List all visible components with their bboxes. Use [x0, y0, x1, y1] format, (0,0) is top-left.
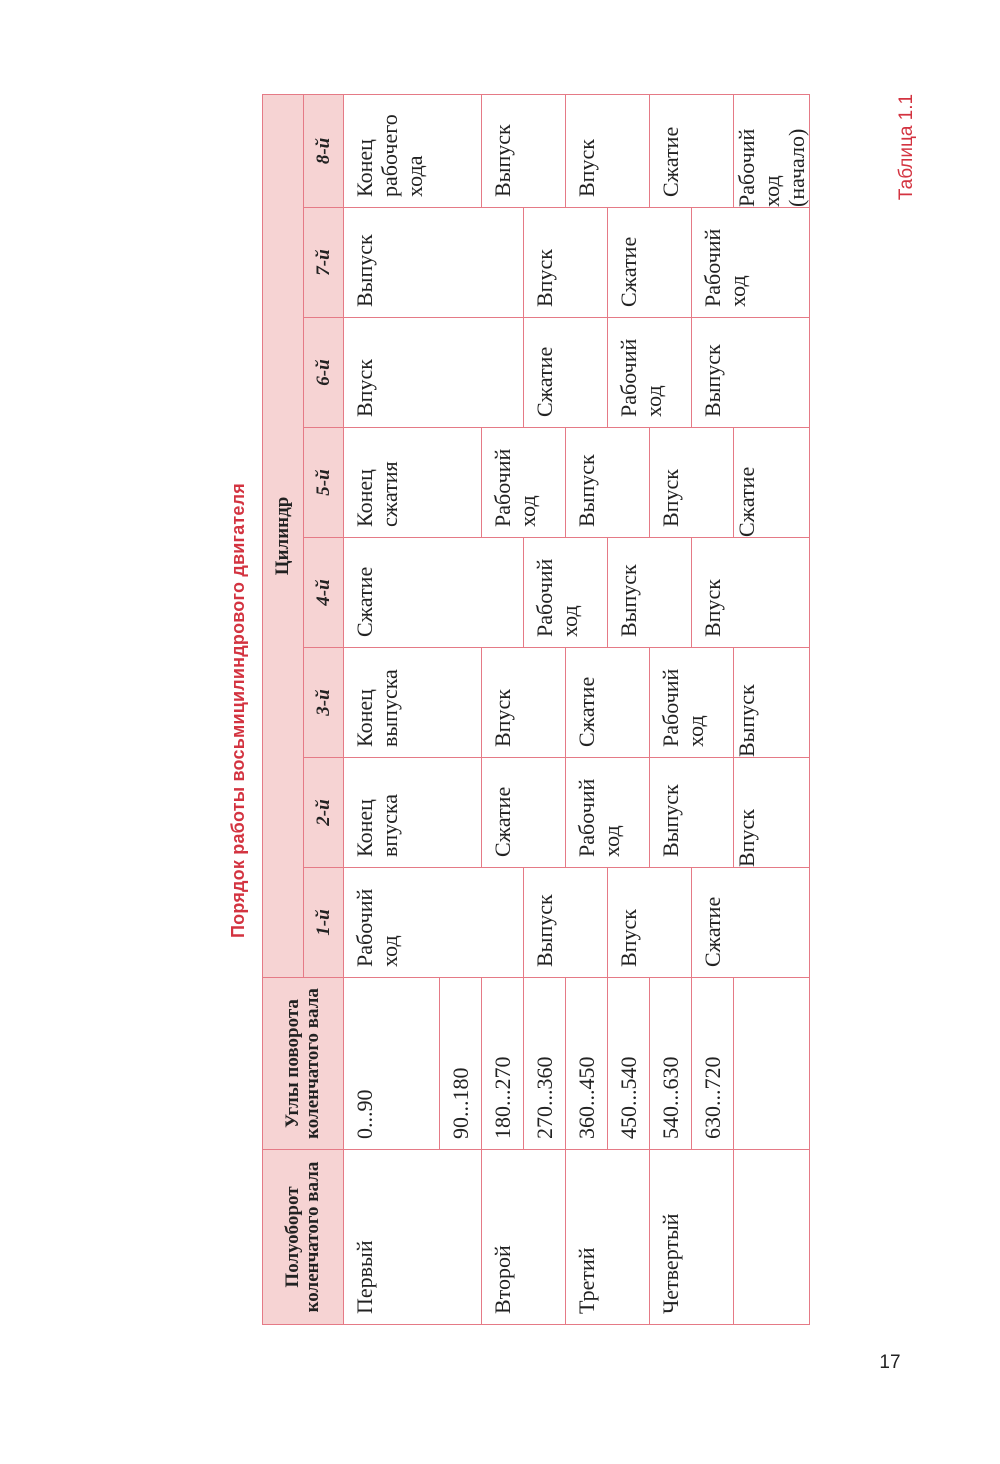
angle-cell: 450...540	[608, 978, 650, 1150]
angle-cell: 90...180	[440, 978, 482, 1150]
cell-c1: Выпуск	[524, 868, 608, 978]
cell-c8: Впуск	[566, 94, 650, 207]
page-number: 17	[879, 1352, 901, 1373]
cell-c8: Конец рабочего хода	[344, 94, 482, 207]
spacer-cell	[734, 978, 810, 1150]
cell-c1: Рабочий ход	[344, 868, 524, 978]
cell-c2: Выпуск	[650, 758, 734, 868]
header-cylinder-8: 8-й	[304, 94, 344, 207]
cell-c3: Сжатие	[566, 648, 650, 758]
header-cylinder-1: 1-й	[304, 868, 344, 978]
half-turn-cell: Первый	[344, 1150, 482, 1325]
header-cylinder-3: 3-й	[304, 648, 344, 758]
header-cylinder-2: 2-й	[304, 758, 344, 868]
table-title: Порядок работы восьмицилиндрового двигателя	[227, 482, 248, 938]
half-turn-cell: Третий	[566, 1150, 650, 1325]
cell-c5: Сжатие	[734, 428, 810, 538]
cell-c4: Рабочий ход	[524, 538, 608, 648]
cell-c2: Сжатие	[482, 758, 566, 868]
cell-c3: Рабочий ход	[650, 648, 734, 758]
engine-cycle-table	[262, 94, 810, 1325]
cell-c1: Впуск	[608, 868, 692, 978]
cell-c2: Впуск	[734, 758, 810, 868]
half-turn-cell: Второй	[482, 1150, 566, 1325]
cell-c4: Впуск	[692, 538, 810, 648]
header-cylinder-group: Цилиндр	[263, 94, 304, 977]
angle-cell: 360...450	[566, 978, 608, 1150]
cell-c4: Выпуск	[608, 538, 692, 648]
cell-c5: Рабочий ход	[482, 428, 566, 538]
angle-cell: 180...270	[482, 978, 524, 1150]
cell-c4: Сжатие	[344, 538, 524, 648]
cell-c3: Конец выпуска	[344, 648, 482, 758]
cell-c6: Рабочий ход	[608, 318, 692, 428]
cell-c7: Впуск	[524, 208, 608, 318]
header-cylinder-4: 4-й	[304, 538, 344, 648]
cell-c2: Конец впуска	[344, 758, 482, 868]
header-cylinder-5: 5-й	[304, 428, 344, 538]
angle-cell: 270...360	[524, 978, 566, 1150]
cell-c3: Выпуск	[734, 648, 810, 758]
cell-c6: Выпуск	[692, 318, 810, 428]
header-angles: Углы поворота коленчатого вала	[263, 978, 344, 1150]
angle-cell: 540...630	[650, 978, 692, 1150]
header-cylinder-6: 6-й	[304, 318, 344, 428]
cell-c8: Выпуск	[482, 94, 566, 207]
cell-c8: Рабочий ход (начало)	[734, 94, 810, 207]
cell-c8: Сжатие	[650, 94, 734, 207]
engine-cycle-table-container	[262, 95, 809, 1325]
cell-c7: Рабочий ход	[692, 208, 810, 318]
cell-c6: Сжатие	[524, 318, 608, 428]
cell-c1: Сжатие	[692, 868, 810, 978]
cell-c6: Впуск	[344, 318, 524, 428]
header-half-turn: Полуоборот коленчатого вала	[263, 1150, 344, 1325]
cell-c3: Впуск	[482, 648, 566, 758]
table-number: Таблица 1.1	[896, 93, 918, 201]
spacer-cell	[734, 1150, 810, 1325]
cell-c7: Выпуск	[344, 208, 524, 318]
angle-cell: 0...90	[344, 978, 440, 1150]
header-cylinder-7: 7-й	[304, 208, 344, 318]
cell-c5: Впуск	[650, 428, 734, 538]
cell-c5: Конец сжатия	[344, 428, 482, 538]
cell-c5: Выпуск	[566, 428, 650, 538]
angle-cell: 630...720	[692, 978, 734, 1150]
cell-c2: Рабочий ход	[566, 758, 650, 868]
cell-c7: Сжатие	[608, 208, 692, 318]
half-turn-cell: Четвертый	[650, 1150, 734, 1325]
